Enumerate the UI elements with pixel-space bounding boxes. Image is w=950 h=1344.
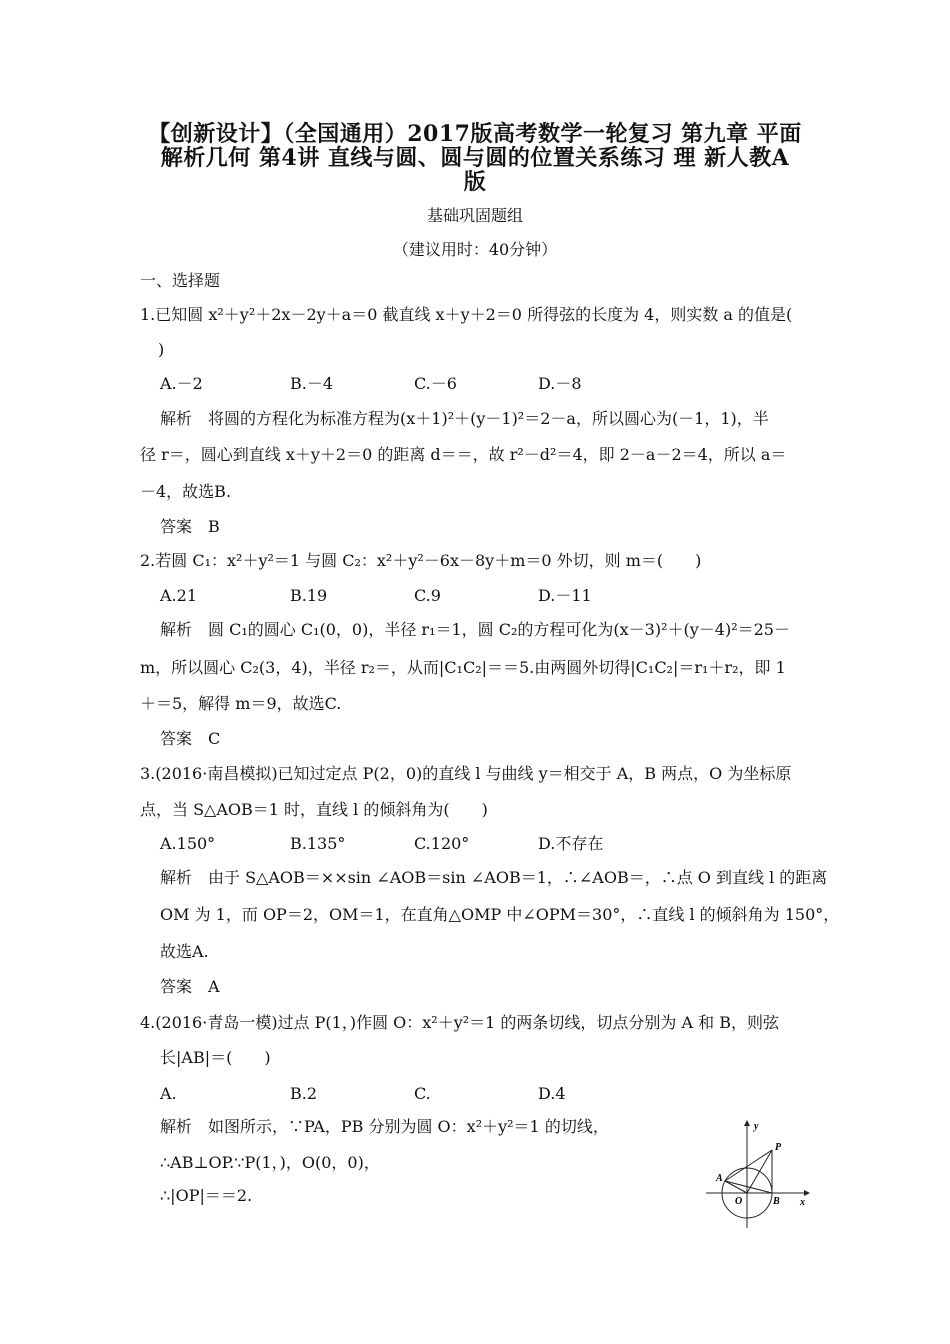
q3-option-d: D.不存在 [538, 834, 604, 853]
q2-analysis-line-3: ＋＝5，解得 m＝9，故选C. [140, 694, 342, 713]
figure-label-b: B [773, 1196, 780, 1207]
q1-analysis-line-3: －4，故选B. [140, 482, 232, 501]
q4-stem-line-2: 长|AB|＝( ) [160, 1048, 271, 1067]
q2-option-a: A.21 [160, 586, 197, 605]
q2-answer: 答案 C [160, 729, 221, 748]
tangent-pa [725, 1150, 772, 1181]
q1-option-c: C.－6 [414, 374, 457, 393]
time-hint: （建议用时：40分钟） [392, 240, 558, 259]
q1-stem-line-1: 1.已知圆 x²＋y²＋2x－2y＋a＝0 截直线 x＋y＋2＝0 所得弦的长度为 4，则实数 a 的值是( [140, 305, 793, 324]
figure-label-a: A [716, 1173, 723, 1184]
q2-stem-line-1: 2.若圆 C₁：x²＋y²＝1 与圆 C₂：x²＋y²－6x－8y＋m＝0 外切，则 m＝( ) [140, 551, 702, 570]
q3-analysis-line-2: OM 为 1，而 OP＝2，OM＝1，在直角△OMP 中∠OPM＝30°，∴直线 l 的倾斜角为 150°， [160, 905, 840, 924]
figure-label-p: P [775, 1142, 782, 1153]
q4-option-a: A. [160, 1084, 177, 1103]
section-heading: 一、选择题 [140, 271, 221, 290]
q3-stem-line-2: 点，当 S△AOB＝1 时，直线 l 的倾斜角为( ) [140, 800, 488, 819]
q1-option-b: B.－4 [290, 374, 334, 393]
q2-analysis-line-1: 解析 圆 C₁的圆心 C₁(0，0)，半径 r₁＝1，圆 C₂的方程可化为(x－3)²＋(y－4)²＝25－ [160, 620, 790, 639]
figure-label-y: y [754, 1121, 759, 1132]
document-title [120, 122, 830, 194]
segment-oa [725, 1181, 747, 1193]
q4-stem-line-1: 4.(2016·青岛一模)过点 P(1，)作圆 O：x²＋y²＝1 的两条切线，切点分别为 A 和 B，则弦 [140, 1013, 780, 1032]
q4-tangent-figure [700, 1118, 812, 1230]
q3-stem-line-1: 3.(2016·南昌模拟)已知过定点 P(2，0)的直线 l 与曲线 y＝相交于 A，B 两点，O 为坐标原 [140, 764, 792, 783]
title-line-2: 解析几何 第4讲 直线与圆、圆与圆的位置关系练习 理 新人教A [160, 145, 790, 171]
q4-option-b: B.2 [290, 1084, 318, 1103]
q4-analysis-line-2: ∴AB⊥OP.∵P(1，)，O(0，0)， [160, 1153, 380, 1172]
title-line-3: 版 [463, 169, 487, 195]
q4-option-d: D.4 [538, 1084, 566, 1103]
segment-op [747, 1150, 772, 1193]
q4-analysis-line-3: ∴|OP|＝＝2. [160, 1186, 253, 1205]
q3-option-a: A.150° [160, 834, 216, 853]
q2-option-d: D.－11 [538, 586, 592, 605]
q3-option-b: B.135° [290, 834, 346, 853]
q2-option-c: C.9 [414, 586, 441, 605]
figure-label-o: O [735, 1196, 743, 1207]
q4-analysis-line-1: 解析 如图所示，∵PA，PB 分别为圆 O：x²＋y²＝1 的切线， [160, 1117, 609, 1136]
q1-option-a: A.－2 [160, 374, 203, 393]
q1-option-d: D.－8 [538, 374, 582, 393]
q1-answer: 答案 B [160, 517, 220, 536]
q2-analysis-line-2: m，所以圆心 C₂(3，4)，半径 r₂＝，从而|C₁C₂|＝＝5.由两圆外切得|C₁C₂|＝r₁＋r₂，即 1 [140, 658, 786, 677]
q3-option-c: C.120° [414, 834, 470, 853]
figure-label-x: x [800, 1197, 805, 1208]
q3-answer: 答案 A [160, 977, 220, 996]
q3-analysis-line-3: 故选A. [160, 942, 209, 961]
y-axis-arrow [744, 1120, 750, 1126]
q1-stem-line-2: ) [158, 340, 165, 359]
q4-option-c: C. [414, 1084, 431, 1103]
q3-analysis-line-1: 解析 由于 S△AOB＝××sin ∠AOB＝sin ∠AOB＝1，∴∠AOB＝，∴点 O 到直线 l 的距离 [160, 868, 828, 887]
q1-analysis-line-1: 解析 将圆的方程化为标准方程为(x＋1)²＋(y－1)²＝2－a，所以圆心为(－1，1)，半 [160, 409, 769, 428]
group-heading: 基础巩固题组 [426, 206, 523, 225]
q2-option-b: B.19 [290, 586, 328, 605]
title-line-1: 【创新设计】（全国通用）2017版高考数学一轮复习 第九章 平面 [148, 121, 802, 147]
x-axis-arrow [804, 1190, 810, 1196]
q1-analysis-line-2: 径 r＝，圆心到直线 x＋y＋2＝0 的距离 d＝＝，故 r²－d²＝4，即 2－a－2＝4，所以 a＝ [140, 445, 787, 464]
